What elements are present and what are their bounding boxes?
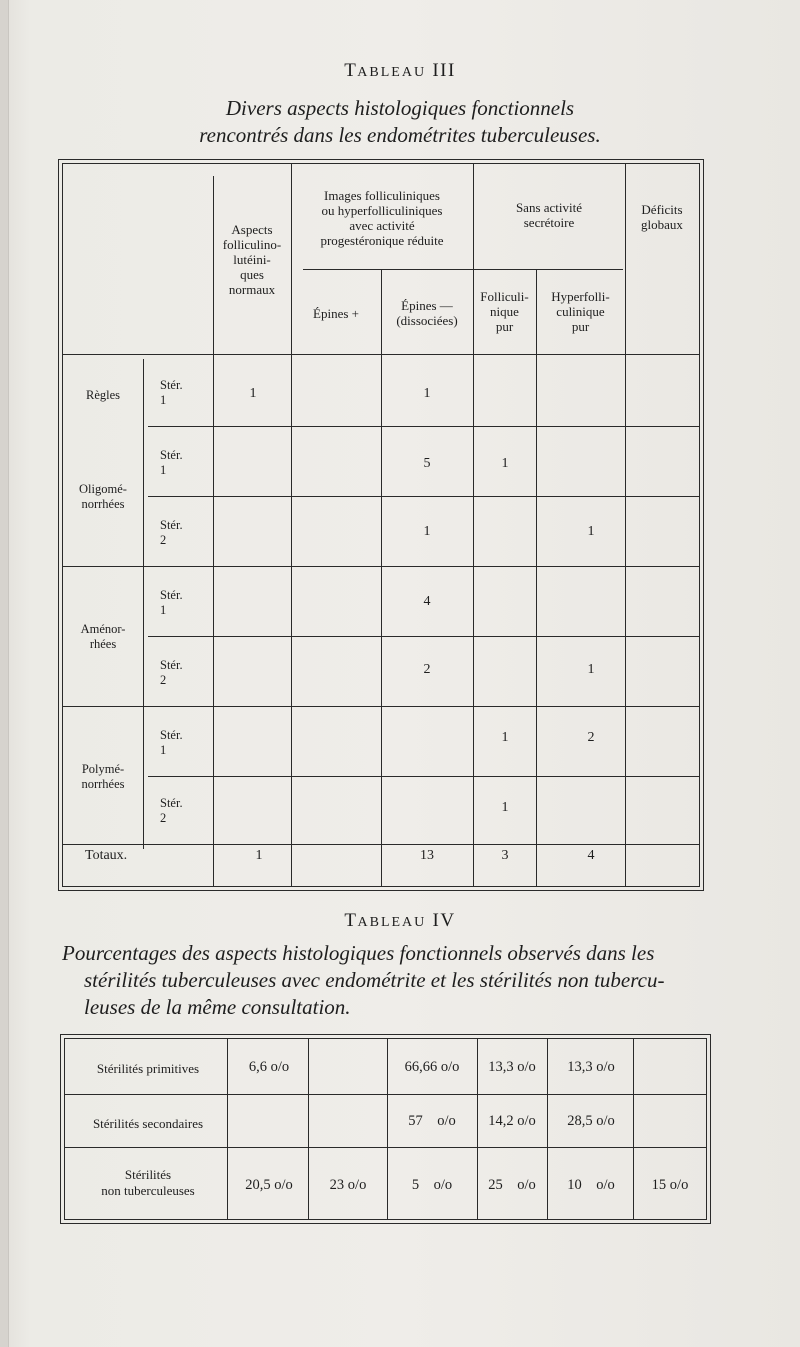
header-deficits-globaux: Déficits globaux (641, 202, 683, 232)
header-epines-plus: Épines + (313, 306, 359, 321)
ster-row-7: Stér. 2 (160, 796, 183, 825)
cell-r3-hyperfolliculinique: 1 (587, 524, 595, 539)
group-oligomenorrhees: Oligomé- norrhées (79, 482, 127, 511)
group-polymenorrhees: Polymé- norrhées (81, 762, 125, 791)
t4-row-secondaires-label: Stérilités secondaires (92, 1116, 204, 1131)
group-amenorrhees: Aménor- rhées (80, 622, 126, 651)
total-epines-dissociees: 13 (420, 848, 434, 863)
ster-row-2: Stér. 1 (160, 448, 183, 477)
cell-r7-folliculinique: 1 (501, 800, 509, 815)
cell-r3-epines-dissociees: 1 (423, 524, 431, 539)
t4-r2-c3: 57 o/o (408, 1113, 456, 1129)
cell-r1-aspects: 1 (249, 386, 257, 401)
cell-r4-epines-dissociees: 4 (423, 594, 431, 609)
header-images-folliculiniques: Images folliculiniques ou hyperfolliculiniques avec activité progestéronique réduite (320, 188, 444, 248)
totals-label: Totaux. (85, 848, 128, 863)
ster-row-1: Stér. 1 (160, 378, 183, 407)
tableau-3-caption: Divers aspects histologiques fonctionnels rencontrés dans les endométrites tuberculeuses. (199, 96, 601, 147)
t4-r3-c2: 23 o/o (329, 1177, 367, 1193)
t4-r2-c5: 28,5 o/o (567, 1113, 615, 1129)
cell-r2-epines-dissociees: 5 (423, 456, 431, 471)
cell-r5-hyperfolliculinique: 1 (587, 662, 595, 677)
tableau-3-table (62, 163, 700, 887)
page-binding-edge (0, 0, 9, 1347)
t4-row-primitives-label: Stérilités primitives (96, 1061, 200, 1076)
header-sans-activite: Sans activité secrétoire (515, 200, 583, 230)
t4-r3-c1: 20,5 o/o (245, 1177, 293, 1193)
t4-r3-c5: 10 o/o (567, 1177, 615, 1193)
ster-row-4: Stér. 1 (160, 588, 183, 617)
total-hyperfolliculinique: 4 (587, 848, 595, 863)
t4-r2-c4: 14,2 o/o (488, 1113, 536, 1129)
t4-row-non-tuberculeuses-label: Stérilités non tuberculeuses (101, 1167, 195, 1198)
group-regles: Règles (85, 388, 121, 402)
header-aspects-normaux: Aspects folliculino- lutéini- ques normaux (222, 222, 282, 297)
cell-r1-epines-dissociees: 1 (423, 386, 431, 401)
t4-r3-c6: 15 o/o (651, 1177, 689, 1193)
header-epines-dissociees: Épines — (dissociées) (396, 298, 458, 328)
t4-r3-c4: 25 o/o (488, 1177, 536, 1193)
tableau-4-title: TABLEAU IV (344, 910, 456, 931)
cell-r5-epines-dissociees: 2 (423, 662, 431, 677)
tableau-4-caption: Pourcentages des aspects histologiques fonctionnels observés dans les stérilités tuberculeuses avec endométrite et les stérilités non tubercu- leuses de la même consultation. (62, 941, 665, 1019)
total-folliculinique: 3 (501, 848, 509, 863)
total-aspects: 1 (255, 848, 263, 863)
cell-r6-folliculinique: 1 (501, 730, 509, 745)
t4-r1-c1: 6,6 o/o (248, 1059, 290, 1075)
cell-r2-folliculinique: 1 (501, 456, 509, 471)
header-folliculinique-pur: Folliculi- nique pur (480, 289, 529, 334)
tableau-3-title: TABLEAU III (344, 60, 456, 81)
header-hyperfolliculinique-pur: Hyperfolli- culinique pur (551, 289, 610, 334)
ster-row-5: Stér. 2 (160, 658, 183, 687)
t4-r1-c3: 66,66 o/o (404, 1059, 460, 1075)
ster-row-3: Stér. 2 (160, 518, 183, 547)
t4-r3-c3: 5 o/o (411, 1177, 453, 1193)
t4-r1-c5: 13,3 o/o (567, 1059, 615, 1075)
ster-row-6: Stér. 1 (160, 728, 183, 757)
cell-r6-hyperfolliculinique: 2 (587, 730, 595, 745)
tableau-4-table (64, 1038, 707, 1220)
t4-r1-c4: 13,3 o/o (488, 1059, 536, 1075)
